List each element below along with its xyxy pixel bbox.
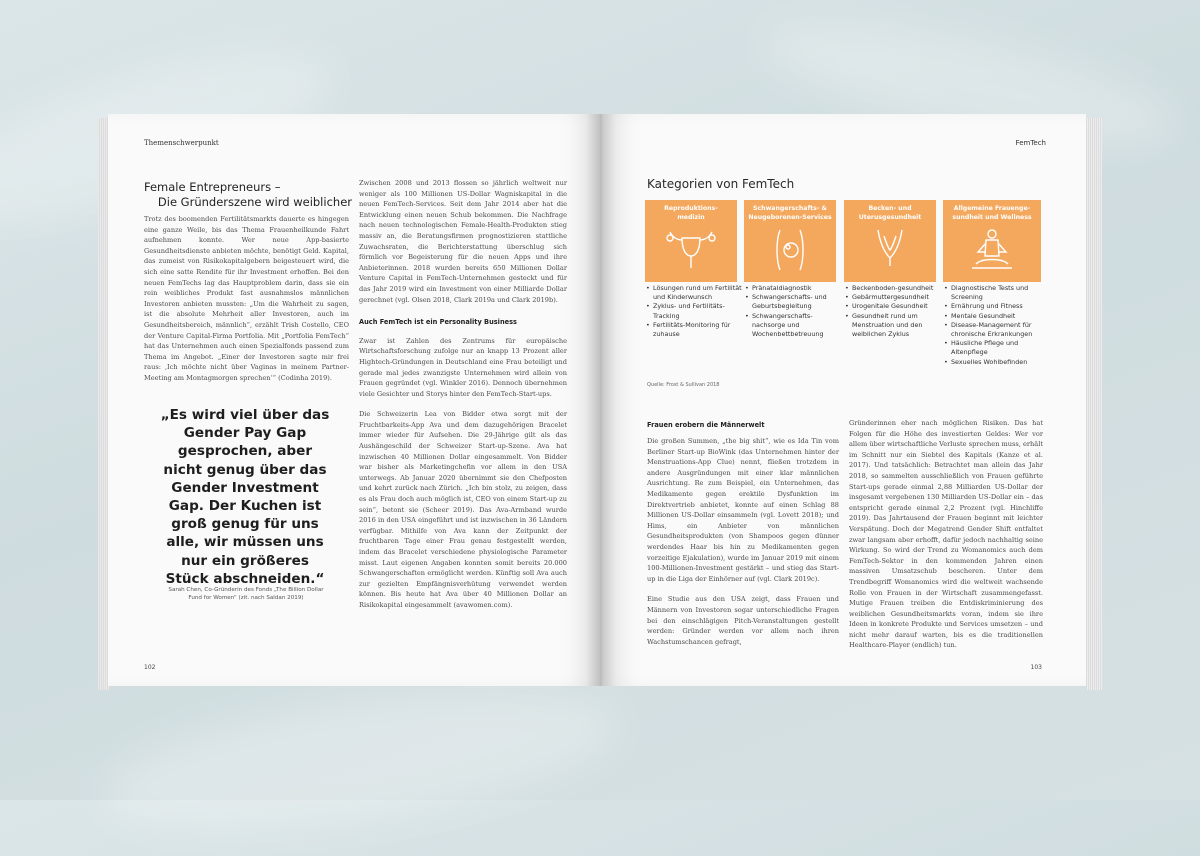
- category-list: [645, 284, 743, 339]
- paragraph: Die Schweizerin Lea von Bidder etwa sorgt mit der Fruchtbarkeits-App Ava und dem dazugehörigen Bracelet immer wieder für Aufsehen. Die 29-Jährige gilt als das Aushängeschild der Schweizer Start-up-Szene. Ava hat inzwischen 40 Millionen Dollar eingesammelt. Von Bidder war bisher als Marketingchefin vor allem in den USA unterwegs. Ab Januar 2020 übernimmt sie den Chefposten und kehrt zurück nach Zürich. „Ich bin stolz, zu zeigen, dass es als Frau doch auch möglich ist, CEO von einem Start-up zu sein“, betont sie (Scheer 2019). Das Ava-Armband wurde 2016 in den USA eingeführt und ist inzwischen in 36 Ländern verfügbar. Mithilfe von Ava kann der Zeitpunkt der fruchtbaren Tage einer Frau genau festgestellt werden, indem das Bracelet verschiedene physiologische Parameter misst. Laut eigenen Angaben konnten somit bereits 20.000 Schwangerschaften ermöglicht werden. Künftig soll Ava auch zur gezielten Empfängnisverhütung verwendet werden können. Bis heute hat Ava über 40 Millionen Dollar an Risikokapital eingesammelt (avawomen.com).: [359, 410, 567, 609]
- list-item: • Urogenitale Gesundheit: [852, 302, 950, 311]
- category-tile: [645, 200, 737, 282]
- list-item: • Sexuelles Wohlbefinden: [951, 358, 1051, 367]
- pregnancy-icon: [770, 226, 810, 274]
- paragraph: Die großen Summen, „the big shit“, wie es Ida Tin vom Berliner Start-up BioWink (das Unternehmen hinter der Menstruations-App Clue) nennt, fließen trotzdem in andere Ausgründungen mit einer klar männlichen Ausrichtung. Re zum Beispiel, ein Unternehmen, das Medikamente gegen erektile Dysfunktion im Direktvertrieb anbietet, konnte auf einen Schlag 88 Millionen US-Dollar einsammeln (vgl. Lovett 2018); und Hims, ein Anbieter von männlichen Gesundheitsprodukten (von Shampoos gegen dünner werdendes Haar bis hin zu Medikamenten gegen vorzeitige Ejakulation), wurde im Januar 2019 mit einem 100-Millionen-Investment gestärkt – und stieg das Start-up in die Liga der Einhörner auf (vgl. Clark 2019c).: [647, 437, 839, 583]
- quote-attribution: Sarah Chen, Co-Gründerin des Fonds „The Billion Dollar Fund for Women“ (zit. nach Saldan 2019): [168, 587, 324, 601]
- subheading: Frauen erobern die Männerwelt: [647, 421, 765, 429]
- right-page: [601, 114, 1086, 686]
- list-item: • Disease-Management für chronische Erkrankungen: [951, 321, 1051, 339]
- page-number: 102: [144, 664, 156, 671]
- uterus-icon: [664, 226, 718, 272]
- headline-line-2: Die Gründerszene wird weiblicher: [157, 195, 352, 209]
- list-item: • Fertilitäts-Monitoring für zuhause: [653, 321, 743, 339]
- pelvis-icon: [870, 226, 910, 274]
- body-column-1: Trotz des boomenden Fertilitätsmarkts dauerte es hingegen eine ganze Weile, bis das Thema Frauenheilkunde Fahrt aufnehmen konnte. Wer neue App-basierte Gesundheitsdienste anbieten möchte, benötigt Geld. Kapital, das zumeist von Risikokapitalgebern beigesteuert wird, die sich eine satte Rendite für ihr Investment erhoffen. Bei den neuen FemTechs lag das Hauptproblem darin, dass sie ein rein weibliches Produkt fast ausnahmslos männlichen Investoren anbieten mussten: „Um die Wahrheit zu sagen, ist die absolute Mehrheit aller Investoren, auch im Gesundheitsbereich, männlich“, erzählt Trish Costello, CEO der Venture Capital-Firma Portfolia. Mit „Portfolia FemTech“ hat das Unternehmen auch einen Spezialfonds passend zum Thema im Angebot. „Einer der Investoren sagte mir frei raus: ‚Ich möchte nicht über Vaginas in meinem Partner-Meeting am Montagmorgen sprechen‘“ (Codinha 2019).: [144, 215, 349, 382]
- body-column-2: [359, 178, 567, 611]
- open-magazine: [98, 108, 1102, 694]
- pull-quote: „Es wird viel über das Gender Pay Gap gesprochen, aber nicht genug über das Gender Investment Gap. Der Kuchen ist groß genug für uns alle, wir müssen uns nur ein größeres Stück abschneiden.“: [160, 407, 330, 587]
- category-tile: [844, 200, 936, 282]
- running-head: FemTech: [1015, 139, 1046, 147]
- list-item: • Ernährung und Fitness: [951, 302, 1051, 311]
- list-item: • Pränataldiagnostik: [752, 284, 844, 293]
- list-item: • Gesundheit rund um Menstruation und den weiblichen Zyklus: [852, 312, 950, 340]
- page-number: 103: [1030, 664, 1042, 671]
- running-head: Themenschwerpunkt: [144, 139, 219, 147]
- category-list: [943, 284, 1051, 367]
- list-item: • Schwangerschafts-nachsorge und Wochenbettbetreuung: [752, 312, 844, 340]
- list-item: • Häusliche Pflege und Altenpflege: [951, 339, 1051, 357]
- page-stack-right: [1086, 118, 1102, 690]
- list-item: • Beckenboden-gesundheit: [852, 284, 950, 293]
- paragraph: Zwischen 2008 und 2013 flossen so jährlich weltweit nur weniger als 100 Millionen US-Dollar Wagniskapital in die neuen FemTech-Services. Seit dem Jahr 2014 aber hat die Entwicklung einen neuen Schub bekommen. Die Nachfrage nach neuen technologischen Female-Health-Produkten stieg massiv an, die Beratungsfirmen prognostizieren stattliche Zuwachsraten, die Berichterstattung überschlug sich förmlich vor Begeisterung für die neuen Apps und ihre Anbieterinnen. 2018 wurden bereits 650 Millionen Dollar Venture Capital in FemTech-Unternehmen gesteckt und für das Jahr 2019 wird ein Investment von einer Milliarde Dollar gerechnet (vgl. Olsen 2018, Clark 2019a und Clark 2019b).: [359, 179, 567, 304]
- category-tile: [744, 200, 836, 282]
- list-item: • Zyklus- und Fertilitäts-Tracking: [653, 302, 743, 320]
- headline-line-1: Female Entrepreneurs –: [144, 180, 281, 194]
- subheading: Auch FemTech ist ein Personality Business: [359, 318, 517, 327]
- category-title: Reproduktions- medizin: [664, 205, 718, 221]
- infographic-title: Kategorien von FemTech: [647, 177, 795, 191]
- category-tile: [943, 200, 1041, 282]
- paragraph: Zwar ist Zahlen des Zentrums für europäische Wirtschaftsforschung zufolge nur an knapp 13 Prozent aller Hightech-Gründungen in Deutschland eine Frau beteiligt und gerade mal jedes zwanzigste Unternehmen wird allein von Frauen gegründet (vgl. Winkler 2016). Dennoch übernehmen viele Gesichter und Storys hinter den FemTech-Start-ups.: [359, 336, 567, 398]
- list-item: • Gebärmuttergesundheit: [852, 293, 950, 302]
- list-item: • Lösungen rund um Fertilität und Kinderwunsch: [653, 284, 743, 302]
- category-list: [844, 284, 950, 339]
- category-list: [744, 284, 844, 339]
- article-headline: [144, 180, 364, 210]
- category-title: Allgemeine Frauenge- sundheit und Wellness: [952, 205, 1032, 221]
- left-page: [108, 114, 601, 686]
- category-title: Schwangerschafts- & Neugeborenen-Services: [748, 205, 832, 221]
- category-title: Becken- und Uterusgesundheit: [858, 205, 922, 221]
- book-spine-shadow: [586, 114, 616, 686]
- body-column-2: Gründerinnen eher nach möglichen Risiken. Das hat Folgen für die Höhe des investierten Geldes: Wer vor allem über wirtschaftliche Verluste sprechen muss, erhält im Schnitt nur ein Siebtel des Kapitals (Kanze et al. 2017). Und tatsächlich: Betrachtet man allein das Jahr 2018, so sammelten ausschließlich von Frauen geführte Start-ups gerade einmal 2,88 Milliarden US-Dollar der insgesamt vergebenen 130 Milliarden US-Dollar ein – das entspricht gerade einmal 2,2 Prozent (vgl. Hinchliffe 2019). Das Jahrtausend der Frauen beginnt mit leichter Verspätung. Doch der Megatrend Gender Shift entfaltet zwar langsam aber erhofft, dafür jedoch nachhaltig seine Wirkung. So wird der Trend zu Womanomics auch dem FemTech-Sektor in den kommenden Jahren einen massiven Umsatzschub bescheren. Unter dem Trendbegriff Womanomics wird die weltweit wachsende Rolle von Frauen in der Wirtschaft zusammengefasst. Mutige Frauen treiben die Entdiskriminierung des weiblichen Gesundheitsmarkts voran, indem sie ihre Ideen in konkrete Produkte und Services umsetzen – und nicht mehr darauf warten, bis es die traditionellen Healthcare-Player (endlich) tun.: [849, 419, 1043, 650]
- meditation-icon: [968, 226, 1016, 274]
- list-item: • Diagnostische Tests und Screening: [951, 284, 1051, 302]
- list-item: • Mentale Gesundheit: [951, 312, 1051, 321]
- body-column-1: [647, 436, 839, 647]
- list-item: • Schwangerschafts- und Geburtsbegleitung: [752, 293, 844, 311]
- infographic-source: Quelle: Frost & Sullivan 2018: [647, 382, 720, 388]
- paragraph: Eine Studie aus den USA zeigt, dass Frauen und Männern von Investoren sogar unterschiedliche Fragen bei den einschlägigen Pitch-Veranstaltungen gestellt werden: Gründer werden vor allem nach ihren Wachstumschancen gefragt,: [647, 595, 839, 646]
